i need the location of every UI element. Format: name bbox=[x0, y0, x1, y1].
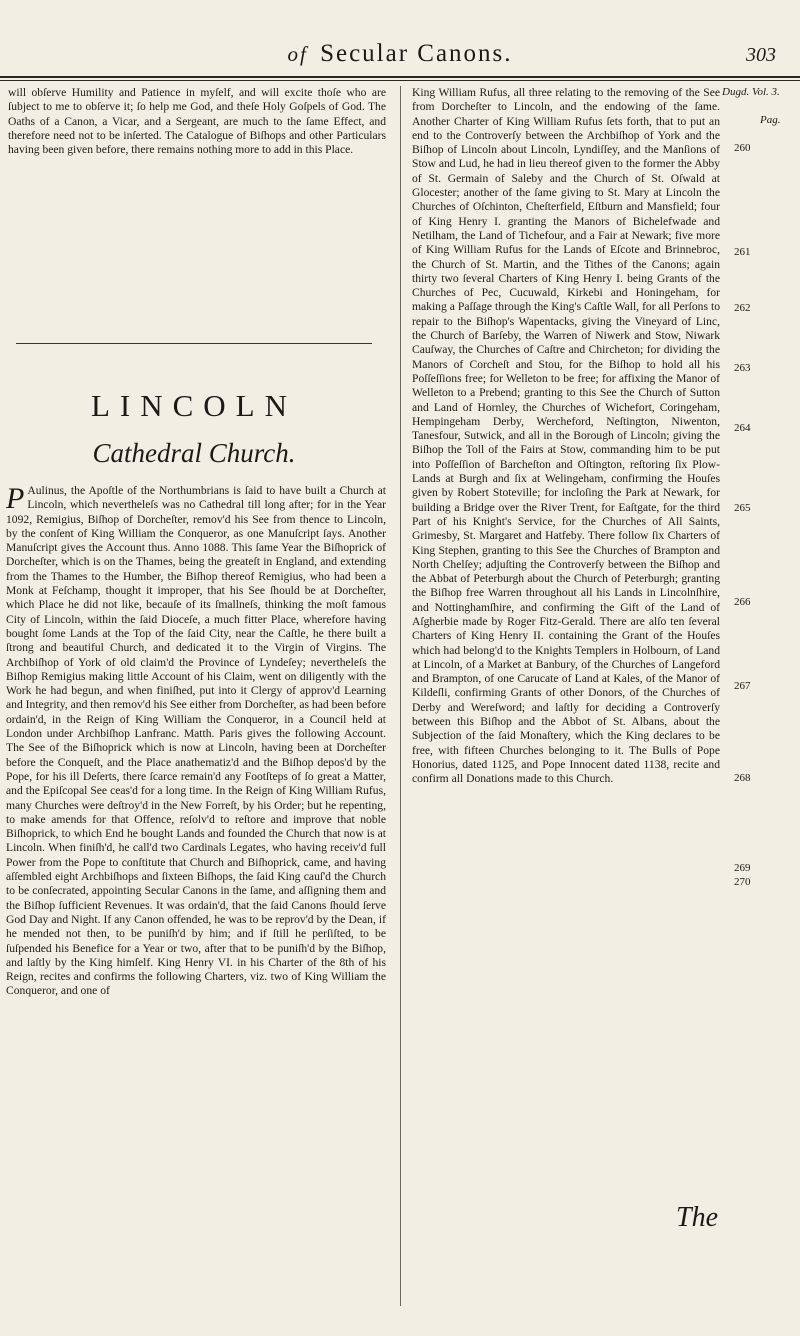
margin-number: 262 bbox=[734, 302, 751, 314]
margin-number: 269 bbox=[734, 862, 751, 874]
margin-number: 268 bbox=[734, 772, 751, 784]
margin-number: 261 bbox=[734, 246, 751, 258]
margin-number: 270 bbox=[734, 876, 751, 888]
left-lower-text bbox=[0, 484, 388, 1264]
margin-number: 266 bbox=[734, 596, 751, 608]
column-divider bbox=[400, 86, 401, 1306]
header-rule-thin bbox=[0, 80, 800, 81]
drop-cap: P bbox=[6, 484, 25, 515]
margin-number: 265 bbox=[734, 502, 751, 514]
page-number: 303 bbox=[746, 44, 776, 66]
margin-note-pag: Pag. bbox=[760, 114, 781, 126]
header-of: of bbox=[287, 42, 308, 66]
margin-number: 264 bbox=[734, 422, 751, 434]
margin-number: 267 bbox=[734, 680, 751, 692]
left-lower-body: Aulinus, the Apoſtle of the Northumbrians is ſaid to have built a Church at Lincoln, which nevertheleſs was no Cathedral till long after; for in the Year 1092, Remigius, Biſhop of Dorcheſter, remov'd his See from thence to Lincoln, by the conſent of King William the Conqueror, as one Manuſcript ſays. Another Manuſcript gives the Account thus. Anno 1088. This ſame Year the Biſhoprick of Dorcheſter, which is on the Thames, being the greateſt in England, and extending from the Thames to the Humber, the Biſhop thereof Remigius, who had been a Monk at Feſchamp, thought it improper, that his See ſhould be at Dorcheſter, which Place he did not like, becauſe of its ſmallneſs, thinking the moſt famous City of Lincoln, within the ſaid Dioceſe, a much fitter Place, wherefore having bought ſome Lands at the Top of the ſaid City, near the Caſtle, he there built a ſtrong and beautiful Church, and dedicated it to the Virgin of Virgins. The Archbiſhop of York of old claim'd the Province of Lyndeſey; nevertheleſs the Biſhop Remigius making little Account of his Claim, went on diligently with the Work he had begun, and when finiſhed, put into it Clergy of approv'd Learning and Integrity, and then remov'd his See either from Dorcheſter, as had been before ordain'd, in the Reign of King William the Conqueror, in a Council held at London under Archbiſhop Lanfranc. Matth. Paris gives the following Account. The See of the Biſhoprick which is now at Lincoln, having been at Dorcheſter before the Conqueſt, and the Place anathematiz'd and the Biſhop depos'd by the Pope, for his ill Deſerts, there ſcarce remain'd any Footſteps of ſo great a Matter, and the Epiſcopal See ceas'd for a long time. In the Reign of King William Rufus, many Churches were deſtroy'd in the New Forreſt, by his Order; but he repenting, to make amends for that Offence, reſolv'd to reſtore and improve that noble Biſhoprick, to which End he bought Lands and founded the Church that now is at Lincoln. When finiſh'd, he call'd two Cardinals Legates, who having receiv'd full Power from the Pope to conſtitute that Church and Biſhoprick, came, and having aſſembled eight Archbiſhops and ſixteen Biſhops, the ſaid King cauſ'd the Church to be conſecrated, appointing Secular Canons in the ſame, and aſſigning them and the Biſhop ſufficient Revenues. It was ordain'd, that the ſaid Canons ſhould ſerve God Day and Night. If any Canon offended, he was to be reprov'd by the Dean, if he mended not then, to be puniſh'd by him; and if ſtill he perſiſted, to be ſuſpended his Benefice for a Year or two, after that to be puniſh'd by the Biſhop, and laſtly by the King himſelf. King Henry VI. in his Charter of the 8th of his Reign, recites and confirms the following Charters, viz. two of King William the Conqueror, and one of bbox=[6, 484, 386, 998]
margin-notes bbox=[722, 86, 800, 1186]
section-rule bbox=[16, 343, 372, 344]
section-subtitle: Cathedral Church. bbox=[92, 438, 296, 468]
header-rule bbox=[0, 76, 800, 78]
right-text: King William Rufus, all three relating to the removing of the See from Dorcheſter to Lincoln, and the endowing of the ſame. Another Charter of King William Rufus ſets forth, that to put an end to the Controverſy between the Archbiſhop of York and the Biſhop of Lincoln about Lincoln, Lyndiſſey, and the Manſions of Stow and Lud, he had in lieu thereof given to the former the Abby of St. Germain of Saleby and the Church of St. Oſwald at Glocester; another of the ſame giving to St. Mary at Lincoln the Churches of Oſchinton, Cheſterfield, Eſtburn and Mansfield; four of King Henry I. granting the Manors of Bichelefwade and Netilham, the Land of Tichefour, and a Fair at Newark; five more of King William Rufus for the Lands of Eſcote and Brinnebroc, the Church of St. Martin, and the Tithes of the Canons; again thirty two ſeveral Charters of King Henry I. being Grants of the Churches of Pec, Cucuwald, Kirkebi and Honingeham, for making a Paſſage through the King's Caſtle Wall, for all Perſons to repair to the Biſhop's Wapentacks, giving the Vineyard of Linc, the Church of Barſeby, the Warren of Niwerk and Stow, Niwark Cauſway, the Churches of Caſtre and Chircheton; for dividing the Manors of Corcheſt and Stou, for the Biſhop to hold all his Poſſeſſions free; for Welleton to be free; for affixing the Manor of Welleton to a Prebend; granting to this See the Church of Sutton and Land of Hornley, the Churches of Wichefort, Coringeham, Hempingeham Derby, Wercheford, Neſtington, Niwenton, Tanesfour, Sutwick, and all in the Borough of Lincoln; giving the Biſhop the Toll of the Fairs at Stow, commanding him to be put into Poſſeſſion of Barcheſton and Oſtington, reſtoring ſix Plow-Lands at Burgh and ſix at Welingeham, confirming the Houſes given by Robert Stoteville; for incloſing the Park at Newark, for building a Bridge over the River Trent, for Eaſtgate, for the third Part of his Knight's Service, for the Churches of All Saints, Grimesby, St. Margaret and Hatfeby. There follow ſix Charters of King Stephen, granting to this See the Churches of Brampton and North Chelſey; adjuſting the Controverſy between the Biſhop and the Abbat of Peterburgh about the Church of Peterburgh; granting the Biſhop free Warren throughout all his Lands in Lincolnſhire, and Nottinghamſhire, and confirming the Gift of the Land of Aſgherbie made by Roger Fitz-Gerald. There are alſo ten ſeveral Charters of King Henry II. containing the Grant of the Houſes which had belong'd to the Knights Templers in Holbourn, of Land at Lincoln, of a Market at Banbury, of the Churches of Langeford and Brampton, of one Carucate of Land at Kales, of the Manor of Kildeſli, confirming Grants of other Donors, of the Churches of Derby and Wereſword; and laſtly for deciding a Controverſy between this Biſhop and the Abbot of St. Albans, about the Subjection of the ſaid Monaſtery, which the King declares to be free, with fifteen Churches belonging to it. The Bulls of Pope Honorius, dated 1125, and Pope Innocent dated 1138, recite and confirm all Donations made to this Church. bbox=[412, 86, 720, 786]
left-column bbox=[0, 86, 388, 1264]
catchword: The bbox=[676, 1202, 718, 1233]
left-upper-text: will obſerve Humility and Patience in myſelf, and will excite thoſe who are ſubject to me to obſerve it; ſo help me God, and theſe Holy Goſpels of God. The Oaths of a Canon, a Vicar, and a Sergeant, are much to the ſame Effect, and therefore need not to be inſerted. The Catalogue of Biſhops and other Particulars having been given before, there remains nothing more to add in this Place. bbox=[8, 86, 386, 157]
header-title: Secular Canons. bbox=[320, 40, 513, 67]
margin-note-dugdale: Dugd. Vol. 3. bbox=[722, 86, 780, 98]
margin-number: 260 bbox=[734, 142, 751, 154]
margin-number: 263 bbox=[734, 362, 751, 374]
running-header bbox=[190, 40, 610, 74]
section-title: LINCOLN bbox=[90, 388, 298, 423]
right-column bbox=[412, 86, 720, 1186]
